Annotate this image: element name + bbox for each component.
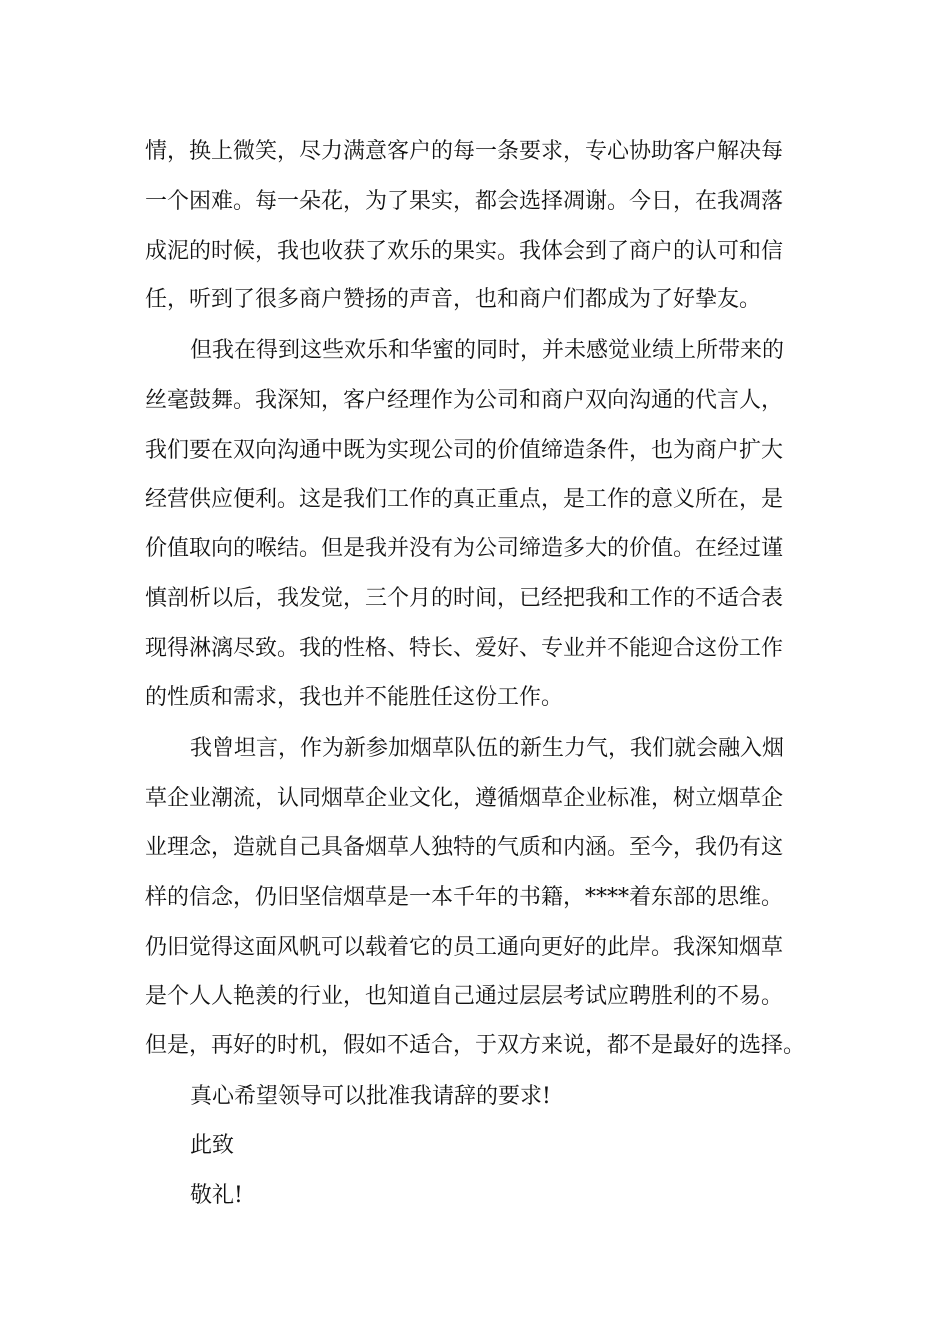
text-line: 我们要在双向沟通中既为实现公司的价值缔造条件，也为商户扩大 [145, 438, 784, 463]
text-line: 但我在得到这些欢乐和华蜜的同时，并未感觉业绩上所带来的 [190, 338, 785, 363]
text-line: 草企业潮流，认同烟草企业文化，遵循烟草企业标准，树立烟草企 [145, 786, 784, 811]
text-line: 丝毫鼓舞。我深知，客户经理作为公司和商户双向沟通的代言人， [145, 388, 784, 413]
text-line: 但是，再好的时机，假如不适合，于双方来说，都不是最好的选择。 [145, 1033, 806, 1058]
text-line: 一个困难。每一朵花，为了果实，都会选择凋谢。今日，在我凋落 [145, 189, 784, 214]
text-line: 经营供应便利。这是我们工作的真正重点，是工作的意义所在，是 [145, 487, 784, 512]
text-line: 任，听到了很多商户赞扬的声音，也和商户们都成为了好挚友。 [145, 287, 762, 312]
closing-regards: 敬礼! [190, 1183, 243, 1208]
text-line: 是个人人艳羡的行业，也知道自己通过层层考试应聘胜利的不易。 [145, 984, 784, 1009]
text-line: 仍旧觉得这面风帆可以载着它的员工通向更好的此岸。我深知烟草 [145, 935, 784, 960]
closing-request: 真心希望领导可以批准我请辞的要求! [190, 1084, 551, 1109]
text-line: 样的信念，仍旧坚信烟草是一本千年的书籍，****着东部的思维。 [145, 885, 784, 910]
text-line: 情，换上微笑，尽力满意客户的每一条要求，专心协助客户解决每 [145, 139, 784, 164]
closing-salutation: 此致 [190, 1133, 235, 1158]
text-line: 我曾坦言，作为新参加烟草队伍的新生力气，我们就会融入烟 [190, 736, 785, 761]
text-line: 现得淋漓尽致。我的性格、特长、爱好、专业并不能迎合这份工作 [145, 636, 784, 661]
text-line: 的性质和需求，我也并不能胜任这份工作。 [145, 685, 564, 710]
text-line: 慎剖析以后，我发觉，三个月的时间，已经把我和工作的不适合表 [145, 586, 784, 611]
text-line: 业理念，造就自己具备烟草人独特的气质和内涵。至今，我仍有这 [145, 835, 784, 860]
text-line: 成泥的时候，我也收获了欢乐的果实。我体会到了商户的认可和信 [145, 239, 784, 264]
text-line: 价值取向的喉结。但是我并没有为公司缔造多大的价值。在经过谨 [145, 536, 784, 561]
